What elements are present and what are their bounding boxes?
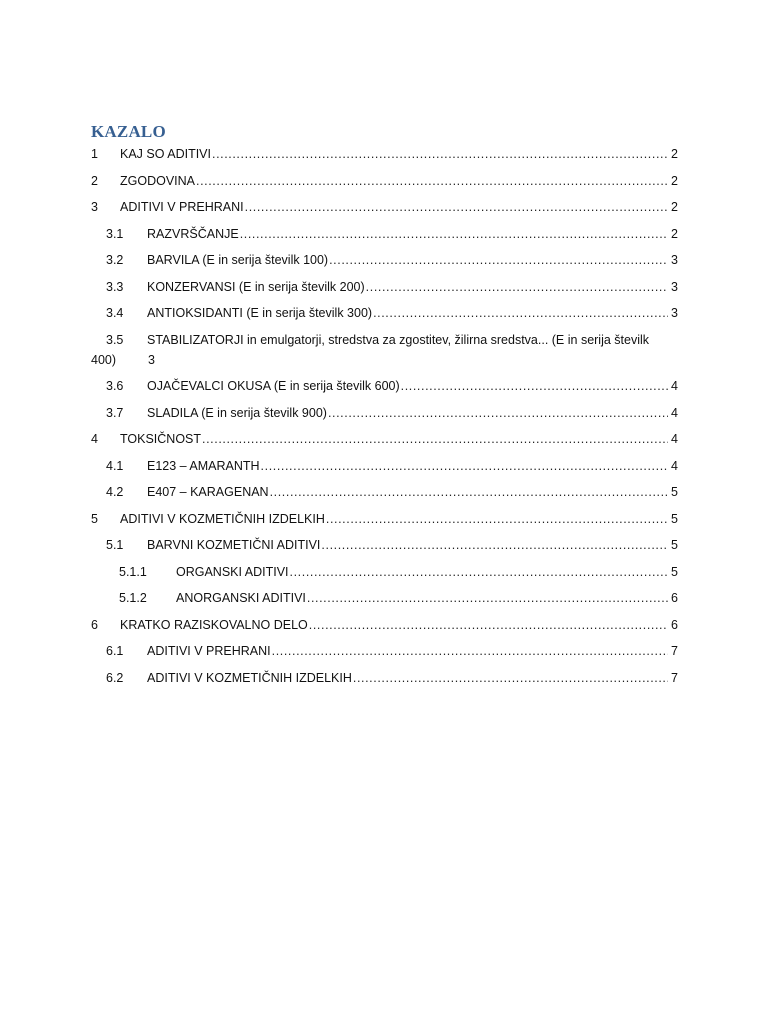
toc-entry-label: ADITIVI V PREHRANI bbox=[120, 200, 244, 214]
toc-entry-label: E123 – AMARANTH bbox=[147, 458, 260, 473]
dot-leader bbox=[353, 670, 668, 686]
toc-entry-number: 3.2 bbox=[106, 253, 124, 267]
toc-entry-label: ZGODOVINA bbox=[120, 173, 196, 188]
toc-entry-2[interactable] bbox=[91, 173, 678, 189]
toc-entry-1[interactable] bbox=[91, 146, 678, 162]
toc-entry-label: BARVNI KOZMETIČNI ADITIVI bbox=[147, 538, 321, 552]
toc-entry-page: 6 bbox=[671, 591, 678, 605]
toc-entry-page: 4 bbox=[671, 405, 678, 420]
dot-leader bbox=[326, 511, 668, 527]
dot-leader bbox=[401, 378, 668, 394]
toc-entry-5-1[interactable] bbox=[91, 537, 678, 553]
dot-leader bbox=[329, 252, 668, 268]
dot-leader bbox=[290, 564, 669, 580]
toc-entry-page: 2 bbox=[671, 173, 678, 188]
toc-entry-page: 4 bbox=[671, 432, 678, 446]
toc-entry-page: 2 bbox=[671, 200, 678, 214]
toc-entry-number: 5.1.2 bbox=[119, 591, 147, 605]
toc-entry-label: BARVILA (E in serija številk 100) bbox=[147, 253, 329, 267]
dot-leader bbox=[309, 617, 668, 633]
toc-entry-5[interactable] bbox=[91, 511, 678, 527]
dot-leader bbox=[272, 643, 668, 659]
dot-leader bbox=[366, 279, 668, 295]
toc-entry-label: ORGANSKI ADITIVI bbox=[176, 564, 289, 579]
toc-entry-3-7[interactable] bbox=[91, 405, 678, 421]
toc-entry-label: ANTIOKSIDANTI (E in serija številk 300) bbox=[147, 306, 373, 320]
toc-entry-number: 6.1 bbox=[106, 644, 124, 658]
dot-leader bbox=[321, 537, 668, 553]
toc-entry-5-1-1[interactable] bbox=[91, 564, 678, 580]
toc-entry-4-2[interactable] bbox=[91, 484, 678, 500]
toc-entry-5-1-2[interactable] bbox=[91, 590, 678, 606]
toc-entry-page: 3 bbox=[671, 253, 678, 267]
dot-leader bbox=[373, 305, 668, 321]
toc-title: KAZALO bbox=[91, 122, 166, 141]
toc-entry-page: 3 bbox=[148, 352, 155, 367]
toc-entry-label: ADITIVI V PREHRANI bbox=[147, 644, 271, 658]
toc-entry-label: KAJ SO ADITIVI bbox=[120, 147, 211, 161]
toc-entry-number: 2 bbox=[91, 173, 98, 188]
toc-entry-number: 3.6 bbox=[106, 379, 124, 393]
toc-entry-page: 2 bbox=[671, 226, 678, 241]
toc-entry-number: 3.3 bbox=[106, 279, 124, 294]
toc-entry-number: 3.1 bbox=[106, 226, 124, 241]
toc-entry-page: 5 bbox=[671, 511, 678, 526]
toc-entry-6[interactable] bbox=[91, 617, 678, 633]
toc-entry-page: 5 bbox=[671, 485, 678, 499]
toc-entry-number: 4 bbox=[91, 432, 98, 446]
toc-entry-number: 5.1 bbox=[106, 538, 124, 552]
dot-leader bbox=[270, 484, 668, 500]
toc-entry-3-6[interactable] bbox=[91, 378, 678, 394]
dot-leader bbox=[212, 146, 668, 162]
dot-leader bbox=[307, 590, 668, 606]
dot-leader bbox=[202, 431, 668, 447]
dot-leader bbox=[240, 226, 668, 242]
toc-entry-page: 4 bbox=[671, 379, 678, 393]
toc-entry-number: 3.4 bbox=[106, 306, 124, 320]
toc-entry-label: SLADILA (E in serija številk 900) bbox=[147, 405, 327, 420]
toc-entry-page: 6 bbox=[671, 617, 678, 632]
toc-entry-4-1[interactable] bbox=[91, 458, 678, 474]
dot-leader bbox=[261, 458, 669, 474]
toc-entry-3-4[interactable] bbox=[91, 305, 678, 321]
toc-entry-continuation: 400) bbox=[91, 352, 117, 367]
toc-entry-6-1[interactable] bbox=[91, 643, 678, 659]
toc-entry-page: 3 bbox=[671, 306, 678, 320]
dot-leader bbox=[196, 173, 668, 189]
toc-entry-number: 5.1.1 bbox=[119, 564, 147, 579]
toc-entry-page: 5 bbox=[671, 538, 678, 552]
toc-entry-number: 4.1 bbox=[106, 458, 124, 473]
toc-entry-page: 5 bbox=[671, 564, 678, 579]
toc-entry-3-2[interactable] bbox=[91, 252, 678, 268]
toc-entry-label: STABILIZATORJI in emulgatorji, stredstva za zgostitev, žilirna sredstva... (E in serija številk bbox=[147, 332, 650, 347]
toc-entry-number: 5 bbox=[91, 511, 98, 526]
dot-leader bbox=[328, 405, 668, 421]
toc-entry-label: KONZERVANSI (E in serija številk 200) bbox=[147, 279, 365, 294]
toc-entry-page: 2 bbox=[671, 147, 678, 161]
toc-entry-label: KRATKO RAZISKOVALNO DELO bbox=[120, 617, 308, 632]
toc-entry-page: 7 bbox=[671, 670, 678, 685]
toc-entry-3-5[interactable] bbox=[91, 332, 678, 368]
toc-entry-number: 3.7 bbox=[106, 405, 124, 420]
toc-entry-page: 4 bbox=[671, 458, 678, 473]
toc-entry-label: ADITIVI V KOZMETIČNIH IZDELKIH bbox=[120, 511, 325, 526]
toc-entry-label: ADITIVI V KOZMETIČNIH IZDELKIH bbox=[147, 670, 352, 685]
toc-entry-number: 6.2 bbox=[106, 670, 124, 685]
toc-entry-label: TOKSIČNOST bbox=[120, 432, 202, 446]
toc-entry-label: ANORGANSKI ADITIVI bbox=[176, 591, 306, 605]
toc-entry-4[interactable] bbox=[91, 431, 678, 447]
toc-entry-number: 1 bbox=[91, 147, 98, 161]
toc-entry-3-1[interactable] bbox=[91, 226, 678, 242]
toc-entry-label: OJAČEVALCI OKUSA (E in serija številk 600) bbox=[147, 379, 400, 393]
toc-entry-6-2[interactable] bbox=[91, 670, 678, 686]
toc-entry-3-3[interactable] bbox=[91, 279, 678, 295]
toc-entry-number: 6 bbox=[91, 617, 98, 632]
toc-entry-number: 3 bbox=[91, 200, 98, 214]
toc-entry-number: 4.2 bbox=[106, 485, 124, 499]
table-of-contents bbox=[91, 141, 678, 686]
dot-leader bbox=[245, 199, 668, 215]
toc-entry-label: E407 – KARAGENAN bbox=[147, 485, 269, 499]
toc-entry-label: RAZVRŠČANJE bbox=[147, 226, 239, 241]
toc-entry-3[interactable] bbox=[91, 199, 678, 215]
toc-entry-page: 3 bbox=[671, 279, 678, 294]
toc-entry-number: 3.5 bbox=[106, 332, 124, 347]
toc-entry-page: 7 bbox=[671, 644, 678, 658]
